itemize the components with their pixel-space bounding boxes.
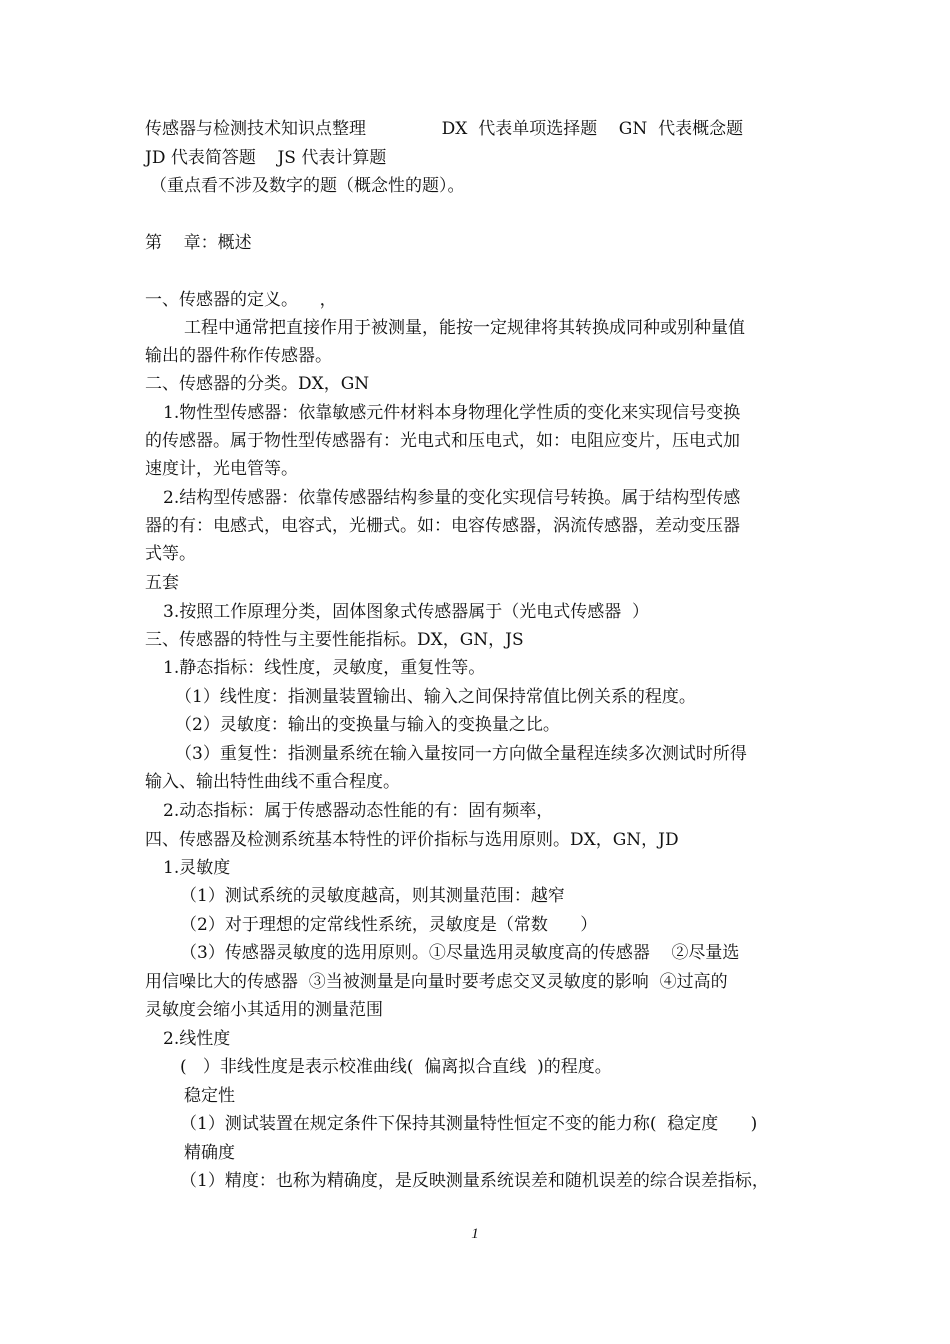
chapter-heading: 第 章：概述	[145, 233, 252, 253]
paragraph-line: 2.动态指标：属于传感器动态性能的有：固有频率，	[163, 801, 554, 821]
paragraph-line: （1）线性度：指测量装置输出、输入之间保持常值比例关系的程度。	[175, 687, 696, 707]
subsection-heading: 精确度	[184, 1143, 235, 1163]
paragraph-line: （2）对于理想的定常线性系统，灵敏度是（常数 ）	[180, 915, 598, 935]
paragraph-line: （3）重复性：指测量系统在输入量按同一方向做全量程连续多次测试时所得	[175, 744, 747, 764]
subsection-heading: 稳定性	[184, 1086, 235, 1106]
paragraph-line: （1）测试装置在规定条件下保持其测量特性恒定不变的能力称( 稳定度 )	[180, 1114, 758, 1134]
section-heading: 二、传感器的分类。DX，GN	[145, 374, 370, 394]
paragraph-line: 灵敏度会缩小其适用的测量范围	[145, 1000, 383, 1020]
paragraph-line: （1）测试系统的灵敏度越高，则其测量范围：越窄	[180, 886, 565, 906]
section-heading: 三、传感器的特性与主要性能指标。DX，GN，JS	[145, 630, 524, 650]
page-number: 1	[471, 1226, 479, 1242]
section-heading: 四、传感器及检测系统基本特性的评价指标与选用原则。DX，GN，JD	[145, 830, 679, 850]
doc-title-line: 传感器与检测技术知识点整理 DX 代表单项选择题 GN 代表概念题	[145, 119, 744, 139]
section-heading: 一、传感器的定义。 ，	[145, 290, 337, 310]
paragraph-line: 输入、输出特性曲线不重合程度。	[145, 772, 400, 792]
paragraph-line: ( ）非线性度是表示校准曲线( 偏离拟合直线 )的程度。	[180, 1057, 612, 1077]
paragraph-line: 式等。	[145, 544, 196, 564]
paragraph-line: 速度计，光电管等。	[145, 459, 298, 479]
note-line: （重点看不涉及数字的题（概念性的题）。	[150, 176, 465, 196]
paragraph-line: 输出的器件称作传感器。	[145, 346, 332, 366]
paragraph-line: 的传感器。属于物性型传感器有：光电式和压电式，如：电阻应变片，压电式加	[145, 431, 740, 451]
paragraph-line: （2）灵敏度：输出的变换量与输入的变换量之比。	[175, 715, 560, 735]
paragraph-line: 五套	[145, 573, 179, 593]
legend-line: JD 代表简答题 JS 代表计算题	[145, 148, 387, 168]
paragraph-line: 1.物性型传感器：依靠敏感元件材料本身物理化学性质的变化来实现信号变换	[163, 403, 741, 423]
subsection-heading: 2.线性度	[163, 1029, 231, 1049]
paragraph-line: 用信噪比大的传感器 ③当被测量是向量时要考虑交叉灵敏度的影响 ④过高的	[145, 972, 728, 992]
paragraph-line: 器的有：电感式，电容式，光栅式。如：电容传感器，涡流传感器，差动变压器	[145, 516, 740, 536]
paragraph-line: 2.结构型传感器：依靠传感器结构参量的变化实现信号转换。属于结构型传感	[163, 488, 741, 508]
paragraph-line: 1.静态指标：线性度，灵敏度，重复性等。	[163, 658, 486, 678]
paragraph-line: （1）精度：也称为精确度，是反映测量系统误差和随机误差的综合误差指标，	[180, 1171, 769, 1191]
subsection-heading: 1.灵敏度	[163, 858, 231, 878]
paragraph-line: （3）传感器灵敏度的选用原则。①尽量选用灵敏度高的传感器 ②尽量选	[180, 943, 740, 963]
paragraph-line: 工程中通常把直接作用于被测量，能按一定规律将其转换成同种或别种量值	[184, 318, 745, 338]
paragraph-line: 3.按照工作原理分类，固体图象式传感器属于（光电式传感器 ）	[163, 602, 650, 622]
